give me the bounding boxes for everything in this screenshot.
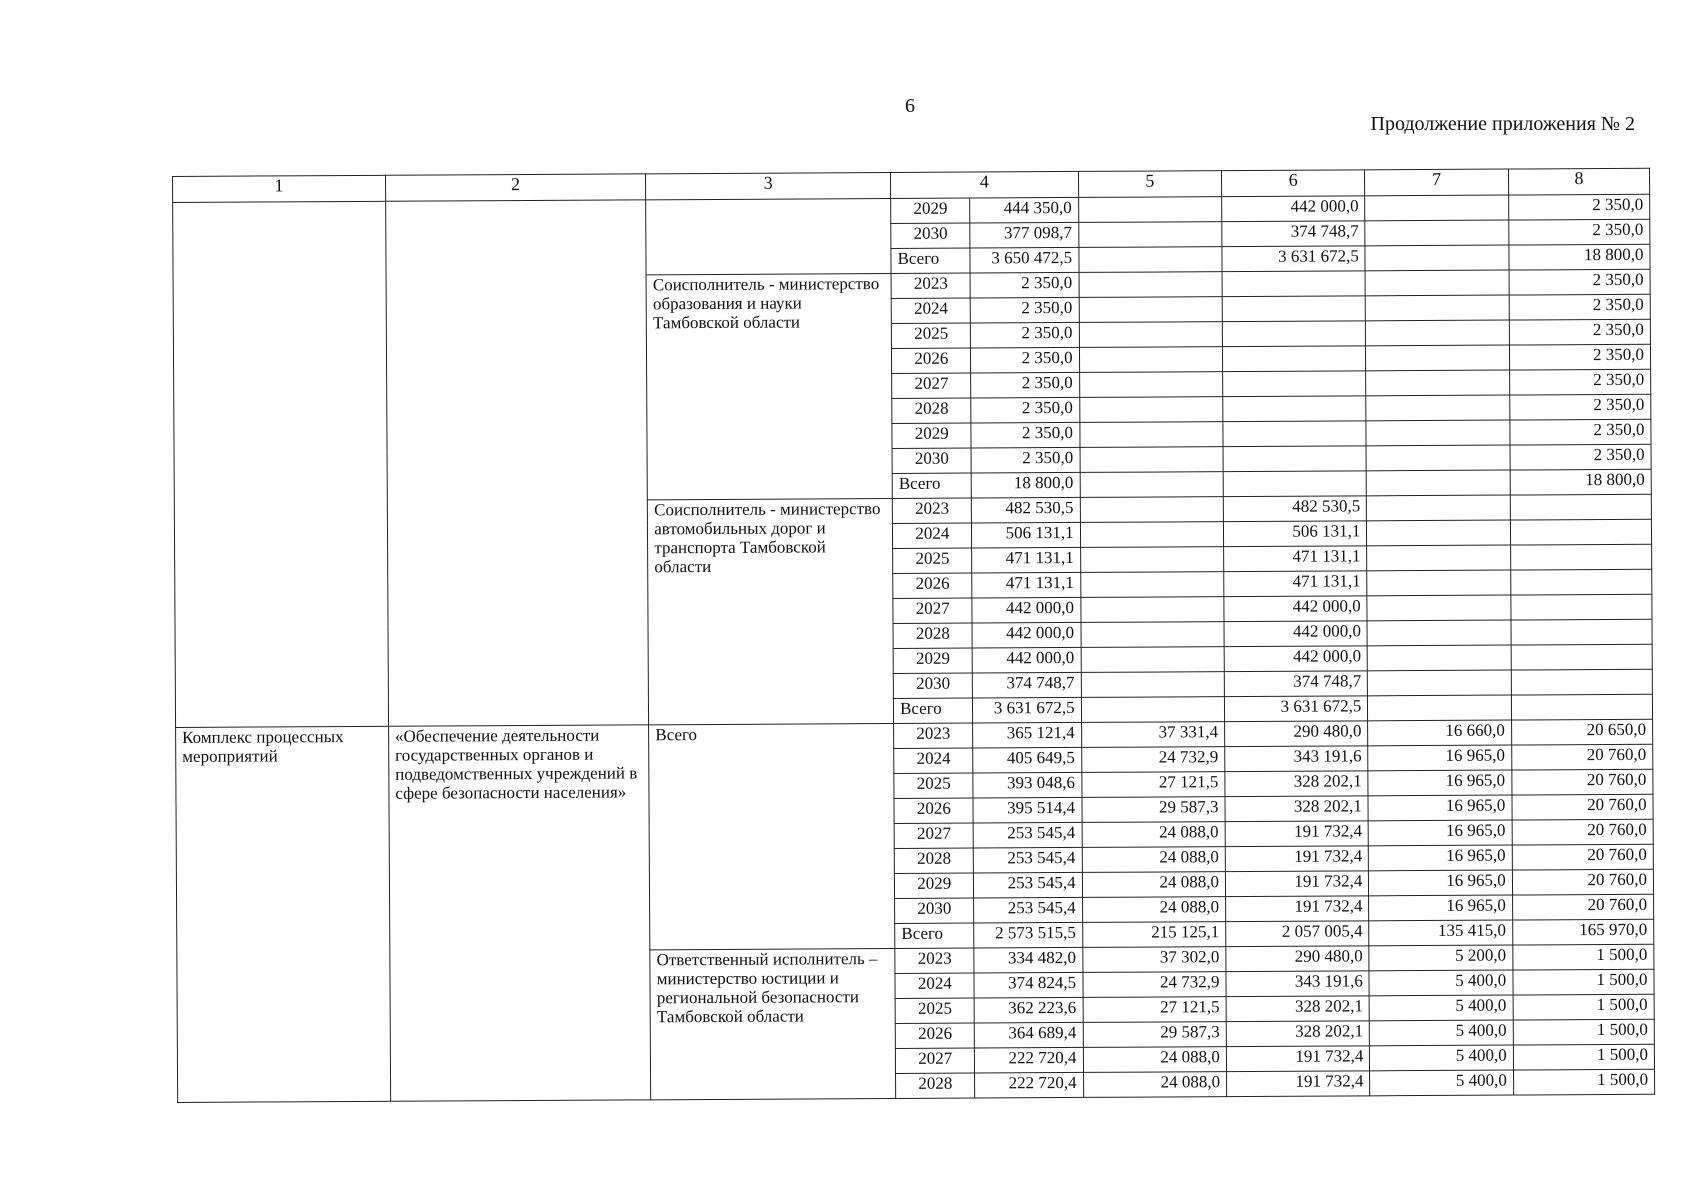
total-cell: 393 048,6 [973, 772, 1081, 798]
local-budget-cell: 16 965,0 [1368, 745, 1512, 771]
total-cell: 362 223,6 [975, 997, 1083, 1023]
year-cell: 2023 [894, 723, 974, 748]
total-cell: 395 514,4 [973, 797, 1081, 823]
year-cell: 2025 [894, 773, 974, 798]
program-element-type: Комплекс процессных мероприятий [176, 726, 391, 1102]
local-budget-cell [1366, 370, 1510, 396]
year-cell: 2025 [895, 998, 975, 1023]
local-budget-cell [1367, 595, 1511, 621]
year-cell: 2028 [893, 623, 973, 648]
year-cell: 2028 [892, 398, 972, 423]
year-cell: 2023 [895, 948, 975, 973]
local-budget-cell: 5 400,0 [1370, 1070, 1514, 1096]
regional-budget-cell: 191 732,4 [1226, 896, 1370, 922]
extrabudgetary-cell: 1 500,0 [1513, 1019, 1654, 1045]
page-number: 6 [905, 95, 915, 117]
regional-budget-cell: 328 202,1 [1225, 771, 1369, 797]
extrabudgetary-cell: 20 760,0 [1512, 769, 1653, 795]
column-header: 1 [173, 175, 386, 202]
year-cell: 2023 [892, 498, 972, 523]
local-budget-cell: 5 400,0 [1370, 1045, 1514, 1071]
extrabudgetary-cell: 2 350,0 [1509, 319, 1650, 345]
regional-budget-cell: 290 480,0 [1225, 721, 1369, 747]
total-cell: 2 350,0 [971, 397, 1079, 423]
year-cell: Всего [892, 473, 972, 498]
local-budget-cell: 16 965,0 [1368, 820, 1512, 846]
total-cell: 253 545,4 [974, 872, 1082, 898]
regional-budget-cell: 328 202,1 [1226, 996, 1370, 1022]
local-budget-cell: 16 965,0 [1369, 870, 1513, 896]
extrabudgetary-cell: 2 350,0 [1510, 444, 1651, 470]
extrabudgetary-cell: 2 350,0 [1509, 394, 1650, 420]
year-cell: 2026 [892, 348, 972, 373]
total-cell: 2 350,0 [971, 272, 1079, 298]
federal-budget-cell [1080, 447, 1224, 473]
total-cell: 3 650 472,5 [970, 247, 1078, 273]
year-cell: 2024 [895, 973, 975, 998]
extrabudgetary-cell: 20 760,0 [1512, 844, 1653, 870]
federal-budget-cell: 37 302,0 [1082, 947, 1226, 973]
federal-budget-cell [1081, 672, 1225, 698]
extrabudgetary-cell: 18 800,0 [1509, 244, 1650, 270]
local-budget-cell [1366, 295, 1510, 321]
regional-budget-cell: 191 732,4 [1225, 871, 1369, 897]
total-cell: 365 121,4 [973, 722, 1081, 748]
federal-budget-cell [1078, 197, 1222, 223]
year-cell: 2030 [892, 448, 972, 473]
year-cell: 2029 [892, 423, 972, 448]
federal-budget-cell: 37 331,4 [1081, 722, 1225, 748]
total-cell: 506 131,1 [972, 522, 1080, 548]
regional-budget-cell: 191 732,4 [1226, 1046, 1370, 1072]
local-budget-cell [1366, 420, 1510, 446]
federal-budget-cell [1079, 297, 1223, 323]
year-cell: 2027 [894, 823, 974, 848]
year-cell: 2030 [891, 223, 971, 248]
executor-name: Соисполнитель - министерство образования и науки Тамбовской области [646, 273, 892, 499]
extrabudgetary-cell: 1 500,0 [1513, 1044, 1654, 1070]
local-budget-cell [1367, 470, 1511, 496]
total-cell: 2 350,0 [971, 422, 1079, 448]
extrabudgetary-cell: 20 650,0 [1511, 719, 1652, 745]
federal-budget-cell [1081, 622, 1225, 648]
total-cell: 471 131,1 [972, 572, 1080, 598]
year-cell: 2028 [894, 848, 974, 873]
extrabudgetary-cell [1511, 594, 1652, 620]
total-cell: 374 748,7 [973, 672, 1081, 698]
program-element-name: «Обеспечение деятельности государственных органов и подведомственных учреждений в сфере безопасности населения» [388, 725, 650, 1101]
local-budget-cell: 5 200,0 [1369, 945, 1513, 971]
regional-budget-cell [1223, 421, 1367, 447]
total-cell: 18 800,0 [972, 472, 1080, 498]
total-cell: 2 350,0 [971, 297, 1079, 323]
executor-name: Всего [649, 723, 895, 949]
local-budget-cell [1368, 670, 1512, 696]
executor-name [646, 198, 891, 274]
local-budget-cell [1367, 545, 1511, 571]
federal-budget-cell [1079, 272, 1223, 298]
extrabudgetary-cell [1510, 569, 1651, 595]
federal-budget-cell [1078, 247, 1222, 273]
extrabudgetary-cell: 2 350,0 [1508, 194, 1649, 220]
total-cell: 405 649,5 [973, 747, 1081, 773]
local-budget-cell: 5 400,0 [1369, 970, 1513, 996]
local-budget-cell [1366, 445, 1510, 471]
total-cell: 3 631 672,5 [973, 697, 1081, 723]
local-budget-cell [1366, 345, 1510, 371]
extrabudgetary-cell: 2 350,0 [1509, 369, 1650, 395]
program-element-name [386, 200, 649, 726]
federal-budget-cell [1079, 422, 1223, 448]
budget-table [172, 168, 1655, 1103]
federal-budget-cell: 24 088,0 [1083, 1047, 1227, 1073]
total-cell: 442 000,0 [972, 597, 1080, 623]
local-budget-cell: 16 965,0 [1368, 795, 1512, 821]
regional-budget-cell: 191 732,4 [1226, 1071, 1370, 1097]
regional-budget-cell: 328 202,1 [1225, 796, 1369, 822]
year-cell: 2026 [893, 573, 973, 598]
total-cell: 444 350,0 [970, 197, 1078, 223]
total-cell: 364 689,4 [975, 1022, 1083, 1048]
extrabudgetary-cell: 1 500,0 [1513, 1069, 1654, 1095]
federal-budget-cell: 27 121,5 [1083, 997, 1227, 1023]
regional-budget-cell: 191 732,4 [1225, 846, 1369, 872]
local-budget-cell: 16 965,0 [1369, 895, 1513, 921]
local-budget-cell [1367, 495, 1511, 521]
executor-name: Соисполнитель - министерство автомобильных дорог и транспорта Тамбовской области [648, 498, 894, 724]
extrabudgetary-cell: 20 760,0 [1512, 819, 1653, 845]
federal-budget-cell: 24 088,0 [1082, 822, 1226, 848]
federal-budget-cell [1080, 547, 1224, 573]
extrabudgetary-cell: 2 350,0 [1509, 294, 1650, 320]
extrabudgetary-cell [1511, 669, 1652, 695]
regional-budget-cell [1223, 446, 1367, 472]
local-budget-cell: 135 415,0 [1369, 920, 1513, 946]
local-budget-cell [1365, 245, 1509, 271]
year-cell: 2026 [895, 1023, 975, 1048]
year-cell: 2028 [896, 1073, 976, 1098]
year-cell: 2023 [891, 273, 971, 298]
extrabudgetary-cell: 2 350,0 [1509, 219, 1650, 245]
federal-budget-cell [1080, 472, 1224, 498]
federal-budget-cell: 27 121,5 [1081, 772, 1225, 798]
year-cell: Всего [895, 923, 975, 948]
year-cell: 2025 [891, 323, 971, 348]
federal-budget-cell [1080, 522, 1224, 548]
extrabudgetary-cell: 20 760,0 [1512, 794, 1653, 820]
federal-budget-cell [1080, 597, 1224, 623]
year-cell: 2029 [893, 648, 973, 673]
local-budget-cell [1368, 645, 1512, 671]
federal-budget-cell: 24 088,0 [1082, 847, 1226, 873]
federal-budget-cell: 24 088,0 [1082, 897, 1226, 923]
year-cell: 2030 [893, 673, 973, 698]
regional-budget-cell [1222, 271, 1366, 297]
year-cell: Всего [894, 698, 974, 723]
regional-budget-cell: 374 748,7 [1222, 221, 1366, 247]
regional-budget-cell: 2 057 005,4 [1226, 921, 1370, 947]
local-budget-cell [1365, 220, 1509, 246]
column-header: 5 [1078, 171, 1222, 198]
program-element-type [173, 201, 389, 727]
local-budget-cell [1367, 620, 1511, 646]
local-budget-cell [1367, 520, 1511, 546]
regional-budget-cell: 191 732,4 [1225, 821, 1369, 847]
regional-budget-cell: 471 131,1 [1224, 546, 1368, 572]
local-budget-cell [1368, 695, 1512, 721]
year-cell: 2027 [895, 1048, 975, 1073]
local-budget-cell: 16 660,0 [1368, 720, 1512, 746]
federal-budget-cell [1080, 497, 1224, 523]
executor-name: Ответственный исполнитель – министерство юстиции и региональной безопасности Тамбовской области [650, 948, 896, 1099]
extrabudgetary-cell [1511, 619, 1652, 645]
regional-budget-cell: 442 000,0 [1222, 196, 1366, 222]
year-cell: 2024 [891, 298, 971, 323]
extrabudgetary-cell: 2 350,0 [1510, 419, 1651, 445]
federal-budget-cell: 24 732,9 [1081, 747, 1225, 773]
local-budget-cell: 5 400,0 [1370, 1020, 1514, 1046]
extrabudgetary-cell [1510, 519, 1651, 545]
total-cell: 442 000,0 [973, 647, 1081, 673]
total-cell: 2 350,0 [972, 447, 1080, 473]
year-cell: 2027 [892, 373, 972, 398]
local-budget-cell [1366, 395, 1510, 421]
column-header: 3 [646, 172, 891, 199]
federal-budget-cell [1079, 372, 1223, 398]
regional-budget-cell: 343 191,6 [1226, 971, 1370, 997]
local-budget-cell: 5 400,0 [1369, 995, 1513, 1021]
year-cell: 2024 [893, 523, 973, 548]
extrabudgetary-cell: 2 350,0 [1509, 269, 1650, 295]
total-cell: 253 545,4 [974, 822, 1082, 848]
total-cell: 334 482,0 [974, 947, 1082, 973]
year-cell: 2025 [893, 548, 973, 573]
year-cell: 2027 [893, 598, 973, 623]
federal-budget-cell: 24 732,9 [1083, 972, 1227, 998]
extrabudgetary-cell [1511, 694, 1652, 720]
federal-budget-cell [1080, 572, 1224, 598]
total-cell: 2 350,0 [971, 372, 1079, 398]
federal-budget-cell: 29 587,3 [1082, 797, 1226, 823]
regional-budget-cell: 442 000,0 [1224, 621, 1368, 647]
federal-budget-cell: 24 088,0 [1082, 872, 1226, 898]
regional-budget-cell [1222, 296, 1366, 322]
federal-budget-cell [1081, 647, 1225, 673]
federal-budget-cell [1081, 697, 1225, 723]
local-budget-cell: 16 965,0 [1368, 770, 1512, 796]
column-header: 4 [891, 171, 1079, 198]
total-cell: 471 131,1 [972, 547, 1080, 573]
total-cell: 2 350,0 [971, 347, 1079, 373]
federal-budget-cell [1079, 347, 1223, 373]
total-cell: 2 350,0 [971, 322, 1079, 348]
extrabudgetary-cell: 1 500,0 [1513, 969, 1654, 995]
federal-budget-cell: 24 088,0 [1083, 1072, 1227, 1098]
extrabudgetary-cell [1510, 494, 1651, 520]
column-header: 8 [1508, 168, 1649, 195]
regional-budget-cell: 3 631 672,5 [1222, 246, 1366, 272]
total-cell: 253 545,4 [974, 897, 1082, 923]
total-cell: 2 573 515,5 [974, 922, 1082, 948]
total-cell: 377 098,7 [970, 222, 1078, 248]
regional-budget-cell: 374 748,7 [1224, 671, 1368, 697]
regional-budget-cell: 290 480,0 [1226, 946, 1370, 972]
column-header: 2 [385, 174, 645, 201]
extrabudgetary-cell: 1 500,0 [1513, 994, 1654, 1020]
regional-budget-cell: 328 202,1 [1226, 1021, 1370, 1047]
extrabudgetary-cell: 165 970,0 [1512, 919, 1653, 945]
local-budget-cell [1365, 270, 1509, 296]
federal-budget-cell: 215 125,1 [1082, 922, 1226, 948]
extrabudgetary-cell: 2 350,0 [1509, 344, 1650, 370]
federal-budget-cell [1079, 322, 1223, 348]
continuation-label: Продолжение приложения № 2 [1370, 113, 1635, 135]
total-cell: 253 545,4 [974, 847, 1082, 873]
year-cell: 2030 [895, 898, 975, 923]
year-cell: 2029 [891, 198, 971, 223]
regional-budget-cell [1223, 396, 1367, 422]
federal-budget-cell [1079, 397, 1223, 423]
regional-budget-cell [1223, 371, 1367, 397]
total-cell: 482 530,5 [972, 497, 1080, 523]
total-cell: 374 824,5 [974, 972, 1082, 998]
column-header: 6 [1221, 170, 1365, 197]
year-cell: 2029 [894, 873, 974, 898]
regional-budget-cell: 3 631 672,5 [1224, 696, 1368, 722]
regional-budget-cell: 506 131,1 [1223, 521, 1367, 547]
regional-budget-cell: 442 000,0 [1224, 596, 1368, 622]
regional-budget-cell [1223, 471, 1367, 497]
regional-budget-cell: 471 131,1 [1224, 571, 1368, 597]
extrabudgetary-cell: 1 500,0 [1513, 944, 1654, 970]
federal-budget-cell: 29 587,3 [1083, 1022, 1227, 1048]
extrabudgetary-cell: 20 760,0 [1512, 869, 1653, 895]
extrabudgetary-cell: 18 800,0 [1510, 469, 1651, 495]
year-cell: Всего [891, 248, 971, 273]
local-budget-cell: 16 965,0 [1369, 845, 1513, 871]
extrabudgetary-cell [1510, 544, 1651, 570]
extrabudgetary-cell [1511, 644, 1652, 670]
local-budget-cell [1365, 195, 1509, 221]
total-cell: 222 720,4 [975, 1047, 1083, 1073]
extrabudgetary-cell: 20 760,0 [1512, 894, 1653, 920]
federal-budget-cell [1078, 222, 1222, 248]
year-cell: 2024 [894, 748, 974, 773]
total-cell: 442 000,0 [972, 622, 1080, 648]
regional-budget-cell: 343 191,6 [1225, 746, 1369, 772]
column-header: 7 [1365, 169, 1509, 196]
extrabudgetary-cell: 20 760,0 [1511, 744, 1652, 770]
local-budget-cell [1366, 320, 1510, 346]
regional-budget-cell [1222, 346, 1366, 372]
year-cell: 2026 [894, 798, 974, 823]
local-budget-cell [1367, 570, 1511, 596]
total-cell: 222 720,4 [975, 1072, 1083, 1098]
regional-budget-cell: 442 000,0 [1224, 646, 1368, 672]
regional-budget-cell [1222, 321, 1366, 347]
regional-budget-cell: 482 530,5 [1223, 496, 1367, 522]
